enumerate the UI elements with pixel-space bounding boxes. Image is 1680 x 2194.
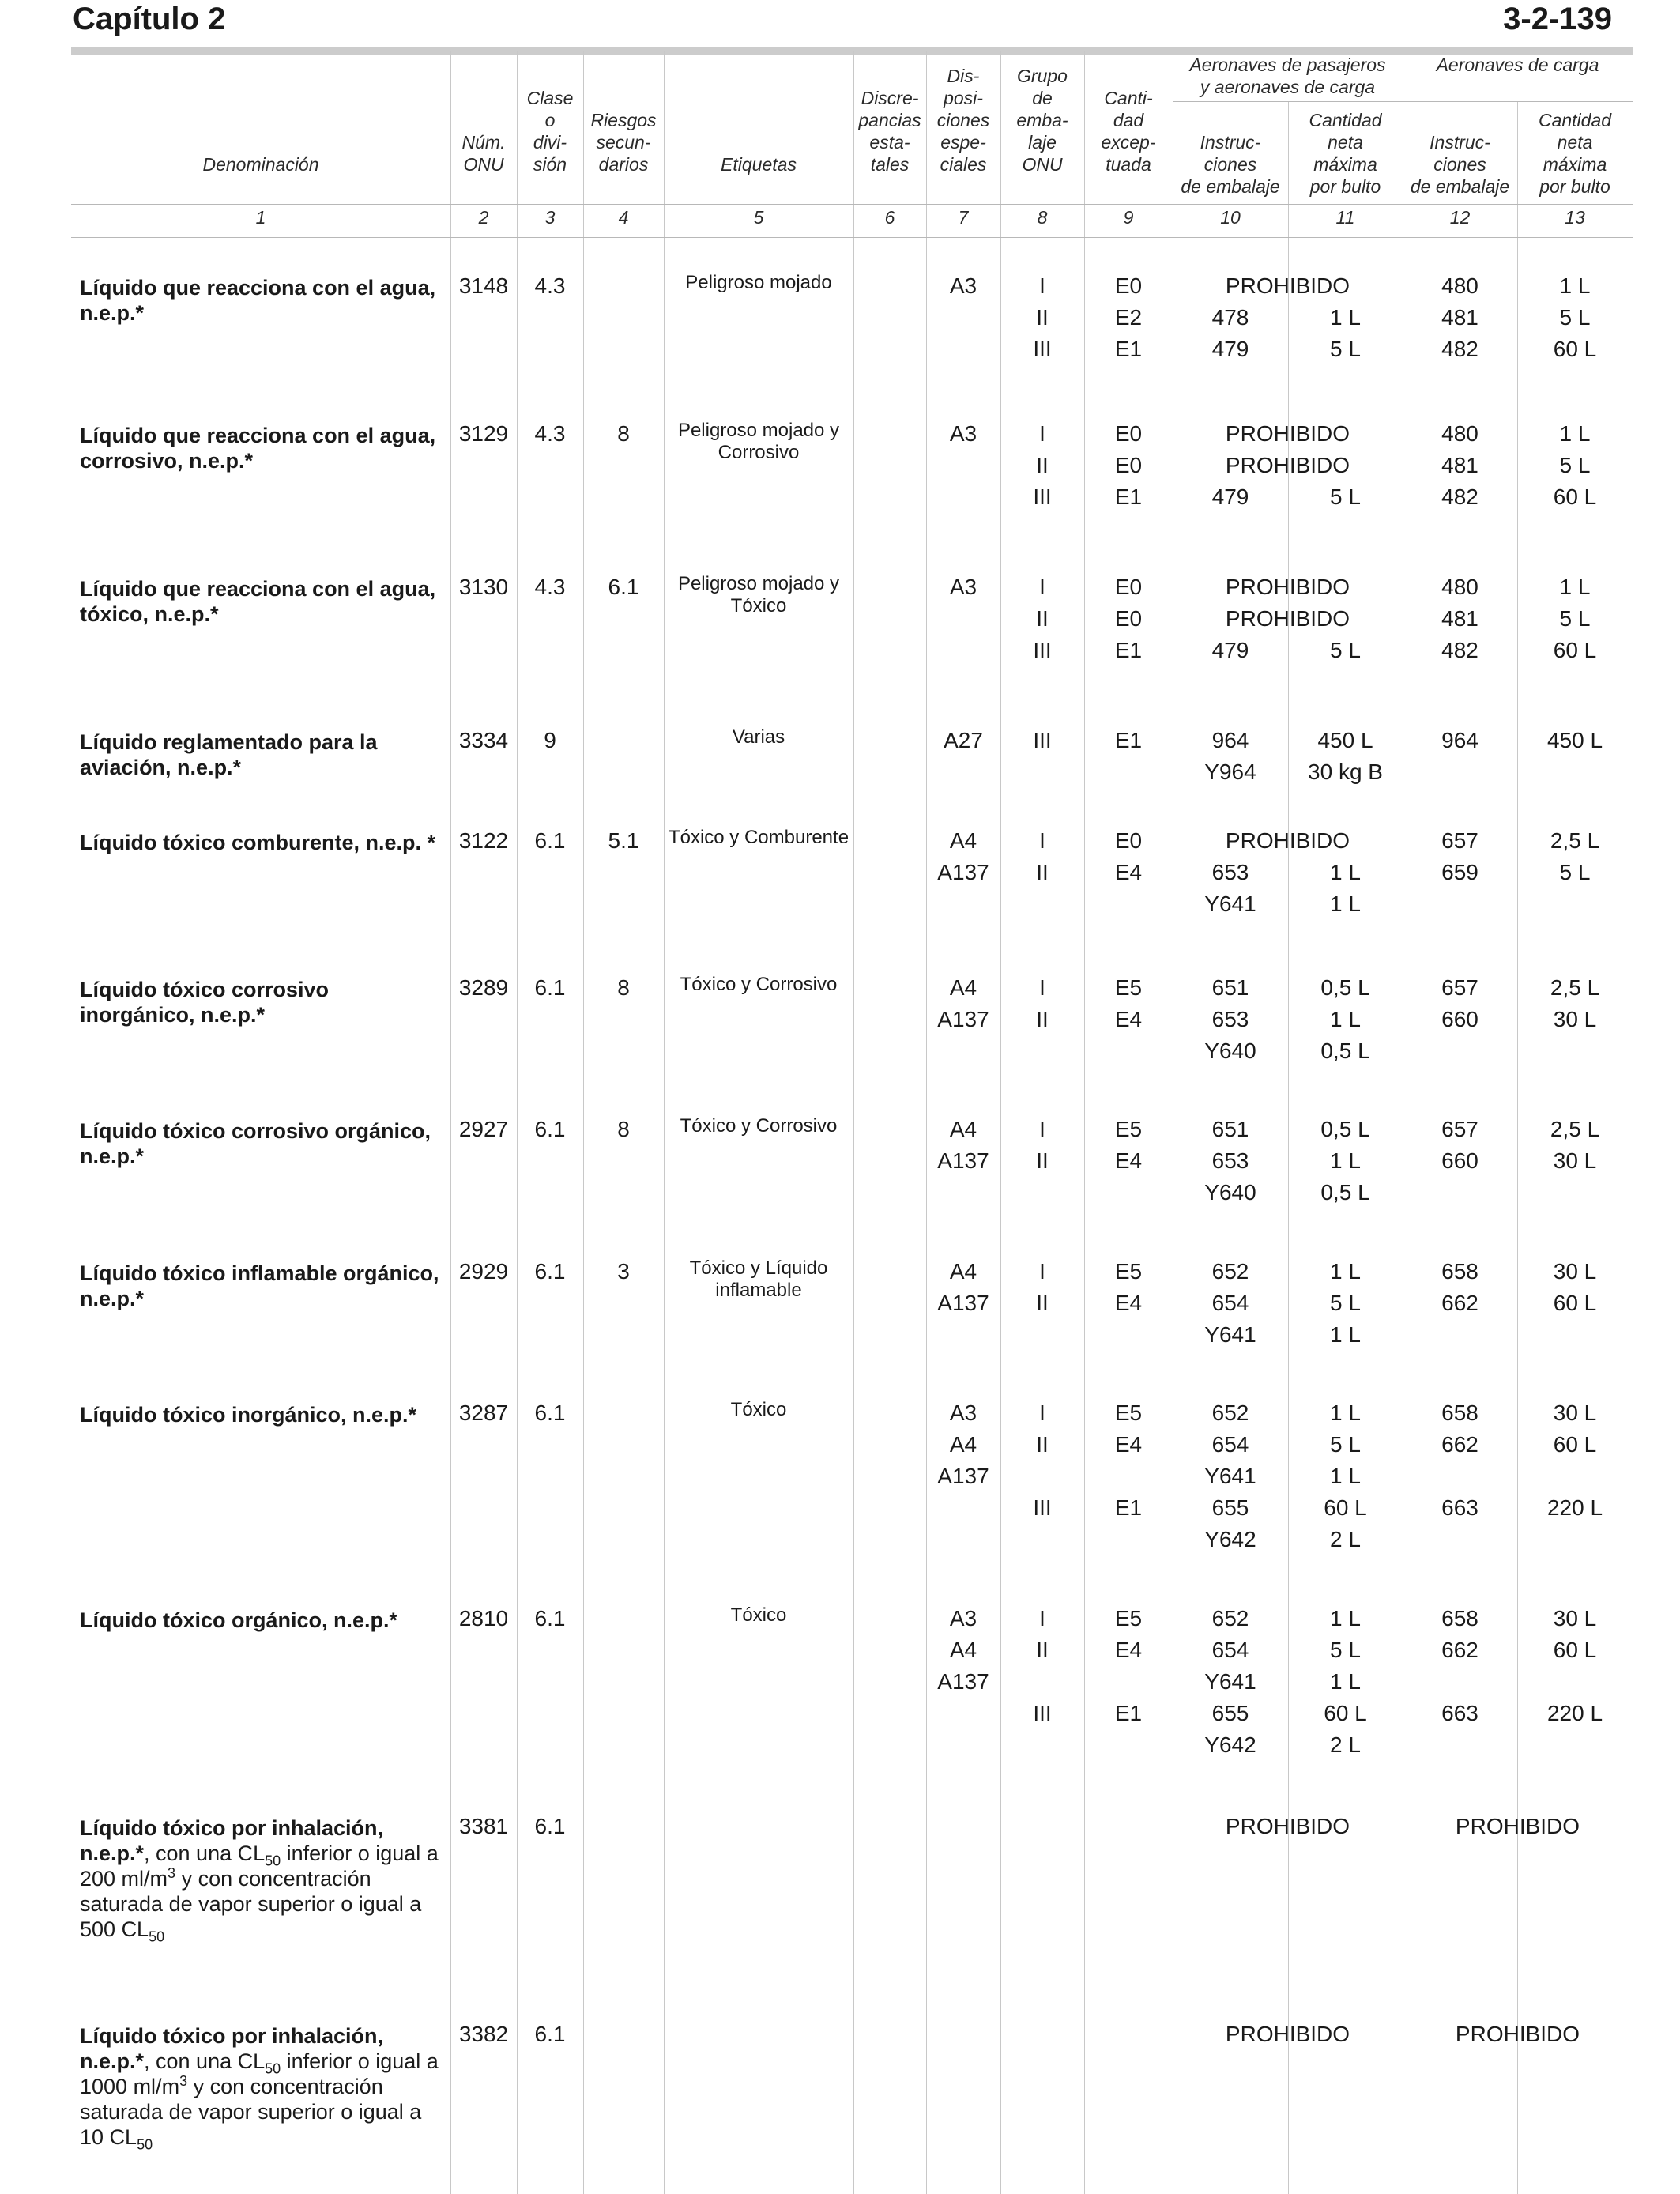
substance-name: Líquido que reacciona con el agua, tóxico, n.e.p.*	[80, 577, 436, 626]
pax-packing-instruction: 652 654 Y641 655 Y642	[1204, 1606, 1256, 1757]
special-provisions: A3	[949, 421, 977, 446]
special-provisions: A3	[949, 273, 977, 298]
excepted-quantity: E5 E4	[1114, 1259, 1143, 1315]
cargo-packing-instruction: 480 481 482	[1441, 421, 1478, 509]
header-discrepancias: Discre- pancias esta- tales	[858, 88, 921, 175]
cargo-packing-instruction: 480 481 482	[1441, 273, 1478, 361]
cargo-packing-instruction: 658 662 663	[1441, 1606, 1478, 1725]
column-number: 13	[1565, 207, 1585, 228]
un-number: 2810	[458, 1606, 509, 1630]
column-number-rule	[71, 237, 1633, 238]
class-division: 6.1	[534, 828, 566, 853]
header-group-pasajeros: Aeronaves de pasajeros y aeronaves de carga	[1189, 55, 1386, 97]
substance-name: Líquido que reacciona con el agua, corrosivo, n.e.p.*	[80, 424, 436, 473]
pax-max-quantity: 1 L 1 L	[1330, 860, 1361, 916]
header-cantidad-carga: Cantidad neta máxima por bulto	[1538, 110, 1612, 197]
header-etiquetas: Etiquetas	[721, 154, 797, 175]
substance-name: Líquido tóxico comburente, n.e.p. *	[80, 831, 436, 854]
header-grupo-embalaje: Grupo de emba- laje ONU	[1016, 66, 1068, 175]
header-denominacion: Denominación	[202, 154, 319, 175]
class-division: 6.1	[534, 1117, 566, 1141]
column-number: 12	[1449, 207, 1471, 228]
header-clase: Clase o divi- sión	[526, 88, 574, 175]
column-number: 10	[1220, 207, 1241, 228]
subsidiary-risk: 8	[617, 1117, 630, 1141]
substance-name: Líquido tóxico inorgánico, n.e.p.*	[80, 1403, 417, 1427]
header-group-carga: Aeronaves de carga	[1436, 55, 1599, 75]
cargo-max-quantity: 1 L 5 L 60 L	[1553, 575, 1597, 662]
packing-group: I II	[1036, 975, 1049, 1031]
cargo-packing-instruction: 964	[1441, 728, 1478, 752]
cargo-packing-instruction: 657 660	[1441, 975, 1478, 1031]
pax-max-quantity: 5 L	[1330, 484, 1361, 509]
packing-group: I II	[1036, 1117, 1049, 1173]
class-division: 6.1	[534, 1259, 566, 1284]
hazard-labels: Tóxico y Líquido inflamable	[689, 1257, 828, 1301]
header-cantidad-exceptuada: Canti- dad excep- tuada	[1101, 88, 1156, 175]
column-number: 4	[618, 207, 629, 228]
chapter-title: Capítulo 2	[73, 2, 226, 36]
hazard-labels: Tóxico y Comburente	[668, 827, 849, 848]
class-division: 4.3	[534, 575, 566, 599]
cargo-max-quantity: 2,5 L 5 L	[1550, 828, 1600, 884]
class-division: 6.1	[534, 975, 566, 1000]
subsidiary-risk: 6.1	[608, 575, 639, 599]
header-cantidad-pax: Cantidad neta máxima por bulto	[1309, 110, 1382, 197]
class-division: 4.3	[534, 421, 566, 446]
packing-group: I II	[1036, 828, 1049, 884]
group-rule	[1173, 101, 1633, 102]
subsidiary-risk: 5.1	[608, 828, 639, 853]
header-instrucciones-carga: Instruc- ciones de embalaje	[1410, 132, 1510, 197]
header-bottom-rule	[71, 204, 1633, 205]
cargo-max-quantity: 30 L 60 L 220 L	[1546, 1400, 1603, 1520]
excepted-quantity: E0 E0 E1	[1114, 421, 1143, 509]
pax-packing-instruction: 479	[1211, 638, 1249, 662]
pax-packing-instruction: 653 Y641	[1204, 860, 1256, 916]
hazard-labels: Tóxico y Corrosivo	[680, 974, 838, 995]
un-number: 3334	[458, 728, 509, 752]
header-disposiciones: Dis- posi- ciones espe- ciales	[936, 66, 990, 175]
pax-max-quantity: 450 L 30 kg B	[1308, 728, 1383, 784]
un-number: 3148	[458, 273, 509, 298]
class-division: 6.1	[534, 2022, 566, 2046]
column-number: 2	[478, 207, 489, 228]
cargo-max-quantity: 30 L 60 L	[1553, 1259, 1597, 1315]
excepted-quantity: E0 E2 E1	[1114, 273, 1143, 361]
hazard-labels: Varias	[732, 726, 785, 748]
header-riesgos: Riesgos secun- darios	[590, 110, 657, 175]
substance-name: Líquido que reacciona con el agua, n.e.p.*	[80, 276, 436, 325]
pax-packing-instruction: 651 653 Y640	[1204, 1117, 1256, 1204]
column-number: 7	[958, 207, 969, 228]
pax-max-quantity: 5 L	[1330, 638, 1361, 662]
excepted-quantity: E5 E4 E1	[1114, 1400, 1143, 1520]
substance-name: Líquido tóxico corrosivo inorgánico, n.e.p.*	[80, 978, 330, 1027]
hazard-labels: Tóxico	[730, 1604, 787, 1626]
pax-prohibited: PROHIBIDO	[1225, 273, 1350, 298]
excepted-quantity: E1	[1114, 728, 1143, 752]
pax-packing-instruction: 652 654 Y641	[1204, 1259, 1256, 1347]
pax-max-quantity: 1 L 5 L	[1330, 305, 1361, 361]
column-number: 6	[884, 207, 895, 228]
packing-group: I II III	[1033, 575, 1052, 662]
packing-group: I II III	[1033, 1400, 1052, 1520]
pax-packing-instruction: 964 Y964	[1204, 728, 1256, 784]
page-number: 3-2-139	[1503, 2, 1612, 36]
packing-group: I II	[1036, 1259, 1049, 1315]
excepted-quantity: E5 E4	[1114, 975, 1143, 1031]
cargo-max-quantity: 1 L 5 L 60 L	[1553, 421, 1597, 509]
cargo-packing-instruction: 657 659	[1441, 828, 1478, 884]
pax-prohibited: PROHIBIDO	[1225, 1814, 1350, 1838]
excepted-quantity: E5 E4 E1	[1114, 1606, 1143, 1725]
special-provisions: A3	[949, 575, 977, 599]
substance-name: Líquido reglamentado para la aviación, n.e.p.*	[80, 730, 378, 779]
substance-name: Líquido tóxico por inhalación, n.e.p.*, con una $CL_{50}$ inferior o igual a 200 $ml/m^3$ y con concentración saturada de vapor superior o igual a 500 $CL_{50}$	[80, 1816, 439, 1945]
pax-max-quantity: 1 L 5 L 1 L 60 L 2 L	[1324, 1606, 1367, 1757]
cargo-max-quantity: 450 L	[1546, 728, 1603, 752]
cargo-packing-instruction: 658 662	[1441, 1259, 1478, 1315]
un-number: 3122	[458, 828, 509, 853]
column-divider	[853, 51, 854, 2194]
class-division: 4.3	[534, 273, 566, 298]
column-number: 8	[1037, 207, 1048, 228]
header-num-onu: Núm. ONU	[461, 132, 506, 175]
cargo-packing-instruction: 480 481 482	[1441, 575, 1478, 662]
column-number: 9	[1123, 207, 1134, 228]
cargo-prohibited: PROHIBIDO	[1455, 1814, 1580, 1838]
pax-prohibited: PROHIBIDO	[1225, 2022, 1350, 2046]
subsidiary-risk: 3	[617, 1259, 630, 1284]
special-provisions: A3 A4 A137	[937, 1400, 989, 1488]
pax-prohibited: PROHIBIDO PROHIBIDO	[1225, 421, 1350, 477]
hazard-labels: Tóxico y Corrosivo	[680, 1115, 838, 1137]
substance-name: Líquido tóxico corrosivo orgánico, n.e.p.*	[80, 1119, 431, 1168]
packing-group: I II III	[1033, 1606, 1052, 1725]
cargo-packing-instruction: 657 660	[1441, 1117, 1478, 1173]
pax-max-quantity: 1 L 5 L 1 L 60 L 2 L	[1324, 1400, 1367, 1551]
un-number: 3287	[458, 1400, 509, 1425]
special-provisions: A3 A4 A137	[937, 1606, 989, 1694]
un-number: 3381	[458, 1814, 509, 1838]
substance-name: Líquido tóxico orgánico, n.e.p.*	[80, 1608, 398, 1632]
pax-packing-instruction: 478 479	[1211, 305, 1249, 361]
cargo-packing-instruction: 658 662 663	[1441, 1400, 1478, 1520]
pax-packing-instruction: 651 653 Y640	[1204, 975, 1256, 1063]
un-number: 3130	[458, 575, 509, 599]
pax-prohibited: PROHIBIDO PROHIBIDO	[1225, 575, 1350, 631]
packing-group: III	[1033, 728, 1052, 752]
substance-name: Líquido tóxico inflamable orgánico, n.e.p.*	[80, 1261, 439, 1310]
un-number: 3382	[458, 2022, 509, 2046]
packing-group: I II III	[1033, 273, 1052, 361]
special-provisions: A27	[944, 728, 983, 752]
special-provisions: A4 A137	[937, 1117, 989, 1173]
substance-name: Líquido tóxico por inhalación, n.e.p.*, con una $CL_{50}$ inferior o igual a 1000 $ml/m^3$ y con concentración saturada de vapor superior o igual a 10 $CL_{50}$	[80, 2024, 439, 2153]
page-header	[73, 0, 1612, 51]
class-division: 6.1	[534, 1606, 566, 1630]
excepted-quantity: E0 E0 E1	[1114, 575, 1143, 662]
un-number: 3289	[458, 975, 509, 1000]
subsidiary-risk: 8	[617, 975, 630, 1000]
packing-group: I II III	[1033, 421, 1052, 509]
cargo-max-quantity: 2,5 L 30 L	[1550, 975, 1600, 1031]
pax-max-quantity: 1 L 5 L 1 L	[1330, 1259, 1361, 1347]
column-number: 5	[753, 207, 764, 228]
column-number: 1	[255, 207, 266, 228]
class-division: 9	[544, 728, 556, 752]
hazard-labels: Tóxico	[730, 1399, 787, 1420]
hazard-labels: Peligroso mojado y Corrosivo	[677, 420, 840, 463]
excepted-quantity: E0 E4	[1114, 828, 1143, 884]
pax-packing-instruction: 652 654 Y641 655 Y642	[1204, 1400, 1256, 1551]
un-number: 3129	[458, 421, 509, 446]
un-number: 2927	[458, 1117, 509, 1141]
special-provisions: A4 A137	[937, 975, 989, 1031]
pax-prohibited: PROHIBIDO	[1225, 828, 1350, 853]
cargo-max-quantity: 30 L 60 L 220 L	[1546, 1606, 1603, 1725]
pax-packing-instruction: 479	[1211, 484, 1249, 509]
hazard-labels: Peligroso mojado	[685, 272, 832, 293]
excepted-quantity: E5 E4	[1114, 1117, 1143, 1173]
column-number: 11	[1335, 207, 1355, 228]
column-number: 3	[544, 207, 556, 228]
cargo-prohibited: PROHIBIDO	[1455, 2022, 1580, 2046]
pax-max-quantity: 0,5 L 1 L 0,5 L	[1320, 975, 1370, 1063]
special-provisions: A4 A137	[937, 1259, 989, 1315]
pax-max-quantity: 0,5 L 1 L 0,5 L	[1320, 1117, 1370, 1204]
un-number: 2929	[458, 1259, 509, 1284]
special-provisions: A4 A137	[937, 828, 989, 884]
class-division: 6.1	[534, 1814, 566, 1838]
cargo-max-quantity: 1 L 5 L 60 L	[1553, 273, 1597, 361]
hazard-labels: Peligroso mojado y Tóxico	[677, 573, 840, 616]
class-division: 6.1	[534, 1400, 566, 1425]
cargo-max-quantity: 2,5 L 30 L	[1550, 1117, 1600, 1173]
header-instrucciones-pax: Instruc- ciones de embalaje	[1181, 132, 1280, 197]
subsidiary-risk: 8	[617, 421, 630, 446]
